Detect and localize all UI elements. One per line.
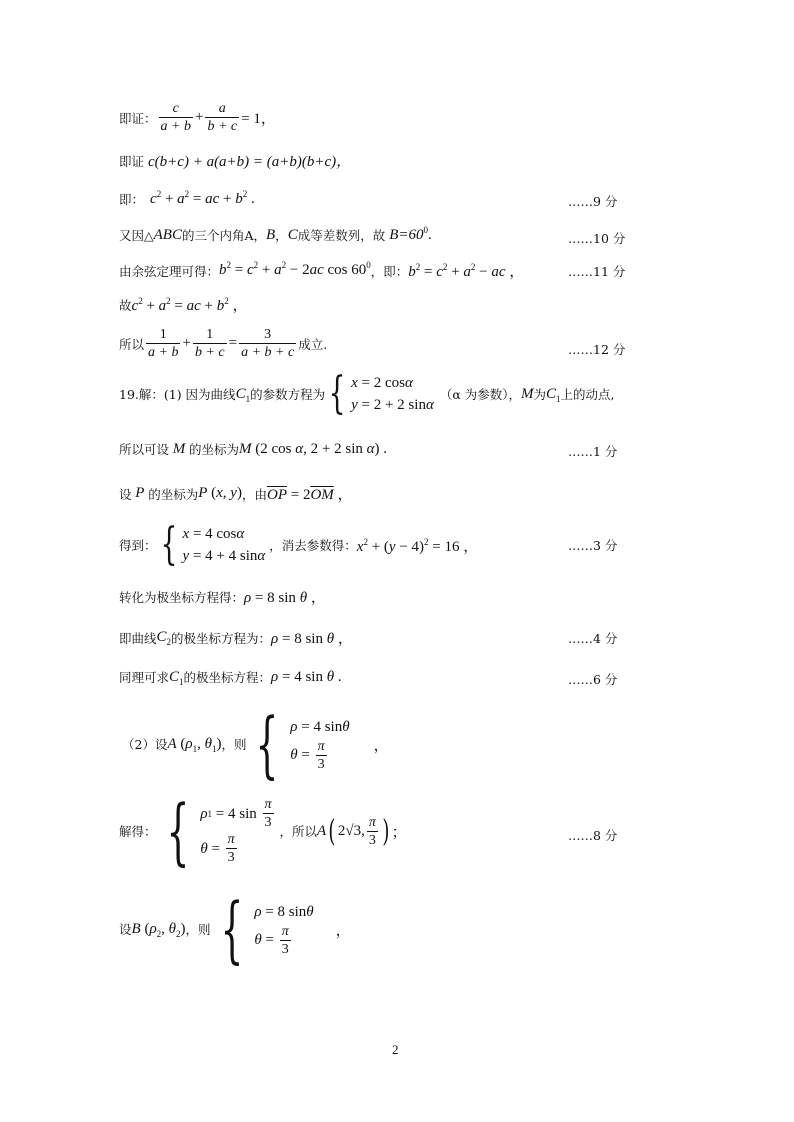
fraction-a-over-b-plus-c: $\frac{a}{b + c}$	[207, 101, 238, 134]
score-3: ……3 分	[568, 538, 618, 553]
score-6: ……6 分	[568, 672, 618, 687]
solve-A-line: 解得： { ρ 1 = 4 sin $\frac{\pi}{3}$ θ = $\frac{\pi}{3}$ ，所以 A ( 2√3, $\frac{\pi}{3}$ ) ；	[119, 789, 407, 873]
score-1: ……1 分	[568, 444, 618, 459]
score-8: ……8 分	[568, 828, 618, 843]
page-number: 2	[392, 1042, 399, 1057]
eq-line-10: 设 P 的坐标为 P (x, y) ，由 $\overline{OP} = 2\overline{OM}$ ，	[119, 485, 353, 503]
eq-line-2	[119, 150, 351, 171]
eq-B-60: $B=60^0$.	[389, 224, 432, 243]
eq-line-13: 即曲线 $C_2$ 的极坐标方程为： ρ = 8 sin θ ，	[119, 629, 353, 647]
eq-line-3	[119, 190, 255, 208]
system-A-solved: ρ 1 = 4 sin $\frac{\pi}{3}$ θ = $\frac{\pi}{3}$	[200, 797, 272, 865]
eq-cosine-simplified: $b^2 = c^2 + a^2$ − ac ，	[408, 262, 525, 280]
eq-line-12: 转化为极坐标方程得： ρ = 8 sin θ ，	[119, 589, 326, 606]
label-jizheng: 即证：	[119, 110, 157, 126]
eq-line-9: 所以可设 M 的坐标为 M (2 cos α, 2 + 2 sin α) .	[119, 440, 387, 457]
param-system-P: x = 4 cos α y = 4 + 4 sin α	[182, 526, 266, 564]
fraction-c-over-a-plus-b: $\frac{c}{a + b}$	[160, 101, 191, 134]
eq-cosine-law: $b^2 = c^2 + a^2 - 2ac$ $\cos 60^0$	[219, 260, 371, 278]
eq-expanded: c(b+c) + a(a+b) = (a+b)(b+c)，	[148, 154, 352, 170]
score-11: ……11 分	[568, 264, 626, 279]
eq-c2a2: $c^2 + a^2$ = ac + $b^2$ .	[150, 188, 255, 207]
eq-line-4: 又因△ ABC 的三个内角A， B ， C 成等差数列，故 $B=60^0$.	[119, 224, 432, 243]
eq-line-6: 故 $c^2 + a^2$ = ac + $b^2$ ，	[119, 296, 248, 314]
system-A: ρ = 4 sin θ θ = $\frac{\pi}{3}$	[290, 718, 350, 772]
eq-line-5: 由余弦定理可得： $b^2 = c^2 + a^2 - 2ac$ $\cos 60^0$ ，即： $b^2 = c^2 + a^2$ − ac ，	[119, 260, 525, 280]
setB-line: 设 B ($\rho_2$, $\theta_2$) ，则 { ρ = 8 sin θ θ = $\frac{\pi}{3}$ ，	[119, 887, 351, 971]
eq-line-11: 得到： { x = 4 cos α y = 4 + 4 sin α ，消去参数得： $x^2 + (y - 4)^2 = 16$ ，	[119, 519, 479, 570]
label-ji: 即：	[119, 192, 145, 207]
q19-line: 19.解：(1) 因为曲线 $C_1$ 的参数方程为 { x = 2 cos α y = 2 + 2 sin α （α 为参数）， M 为 $C_1$ 上的动点,	[119, 368, 615, 419]
eq-line-7: 所以 $\frac{1}{a + b}$ + $\frac{1}{b + c}$ = $\frac{3}{a + b + c}$ 成立.	[119, 327, 328, 360]
label-jizheng-2: 即证	[119, 153, 145, 169]
eq-equals-one: = 1，	[241, 111, 276, 127]
score-12: ……12 分	[568, 342, 626, 357]
eq-line-1: 即证： $\frac{c}{a + b}$ + $\frac{a}{b + c}$ = 1，	[119, 101, 276, 134]
score-4: ……4 分	[568, 631, 618, 646]
param-system-C1: x = 2 cos α y = 2 + 2 sin α	[351, 375, 434, 413]
score-9: ……9 分	[568, 194, 618, 209]
eq-line-14: 同理可求 $C_1$ 的极坐标方程： ρ = 4 sin θ .	[119, 668, 342, 687]
score-10: ……10 分	[568, 231, 626, 246]
part2-line: （2）设 A ($\rho_1$, $\theta_1$) ，则 { ρ = 4 sin θ θ = $\frac{\pi}{3}$ ，	[122, 702, 389, 786]
system-B: ρ = 8 sin θ θ = $\frac{\pi}{3}$	[254, 903, 314, 957]
